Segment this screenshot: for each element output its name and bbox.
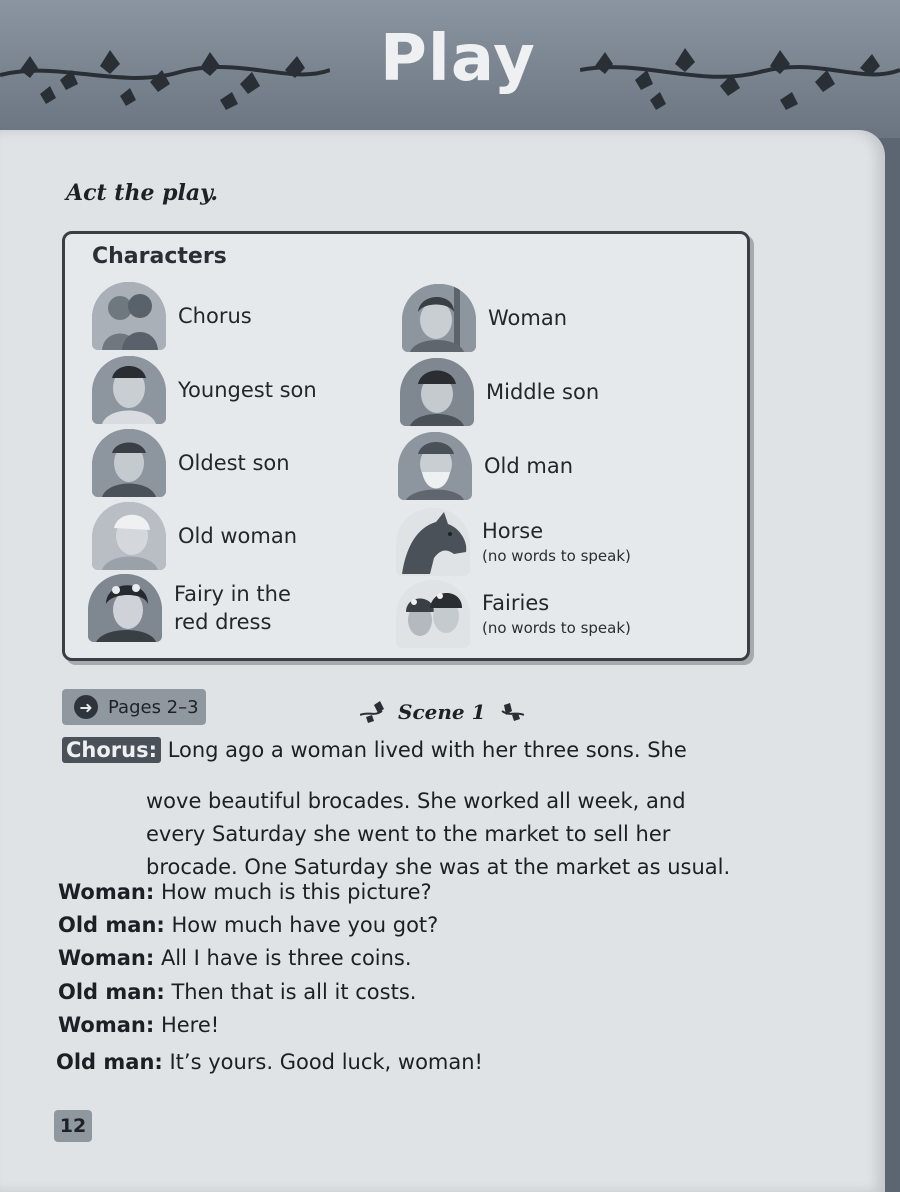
middle-son-portrait-icon [400,358,474,426]
character-name: Fairy in the [174,582,291,606]
chorus-line-1 [62,737,687,763]
pages-reference-badge [62,689,206,725]
arrow-right-icon: ➜ [74,695,98,719]
old-man-portrait-icon [398,432,472,500]
character-name: Woman [488,306,568,330]
character-name: Middle son [486,380,600,404]
dialogue-text: It’s yours. Good luck, woman! [169,1050,483,1074]
character-woman [402,282,567,354]
chorus-text: Long ago a woman lived with her three sons. She [167,738,687,762]
vine-decoration-icon [580,30,900,120]
character-name: Fairies [482,591,550,615]
fairy-portrait-icon [88,574,162,642]
speaker-name: Old man: [58,980,165,1004]
character-old-man [398,430,573,502]
vine-left-icon [360,701,390,723]
youngest-son-portrait-icon [92,356,166,424]
chorus-line-3: every Saturday she went to the market to sell her [146,822,671,846]
character-horse [396,506,631,578]
pages-reference-label: Pages 2–3 [108,696,199,718]
horse-portrait-icon [396,508,470,576]
character-name-line2: red dress [174,610,272,634]
character-name: Horse [482,519,544,543]
character-oldest-son [92,427,290,499]
speaker-name: Woman: [58,1013,155,1037]
dialogue-text: Here! [160,1013,220,1037]
dialogue-line [58,946,412,970]
chorus-line-4: brocade. One Saturday she was at the market as usual. [146,855,731,879]
scene-title: Scene 1 [398,700,486,724]
speaker-name: Old man: [58,913,165,937]
dialogue-text: How much have you got? [171,913,439,937]
characters-heading: Characters [92,244,227,269]
scene-heading [360,700,524,724]
character-youngest-son [92,354,317,426]
character-note: (no words to speak) [482,547,631,565]
page-title: Play [380,22,536,96]
dialogue-line [58,913,438,937]
character-middle-son [400,356,599,428]
dialogue-line [56,1050,483,1074]
vine-decoration-icon [0,30,330,120]
oldest-son-portrait-icon [92,429,166,497]
character-old-woman [92,500,297,572]
page-number: 12 [54,1110,92,1142]
dialogue-text: Then that is all it costs. [171,980,417,1004]
character-name: Old man [484,454,574,478]
dialogue-line [58,980,416,1004]
woman-portrait-icon [402,284,476,352]
character-note: (no words to speak) [482,619,631,637]
character-fairies [396,578,631,650]
dialogue-line [58,880,432,904]
character-chorus [92,280,252,352]
chorus-line-2: wove beautiful brocades. She worked all week, and [146,789,686,813]
character-name: Chorus [178,304,252,328]
dialogue-line [58,1013,219,1037]
character-fairy-red-dress [88,572,291,644]
character-name: Oldest son [178,451,290,475]
speaker-name: Old man: [56,1050,163,1074]
silhouette-portrait-icon [92,282,166,350]
character-name: Old woman [178,524,298,548]
dialogue-text: All I have is three coins. [160,946,412,970]
instruction-text: Act the play. [66,180,219,206]
character-name: Youngest son [178,378,317,402]
fairies-portrait-icon [396,580,470,648]
header-band [0,0,900,138]
speaker-name: Woman: [58,880,155,904]
chorus-speaker-tag: Chorus: [62,737,161,763]
dialogue-text: How much is this picture? [160,880,432,904]
vine-right-icon [494,701,524,723]
speaker-name: Woman: [58,946,155,970]
old-woman-portrait-icon [92,502,166,570]
